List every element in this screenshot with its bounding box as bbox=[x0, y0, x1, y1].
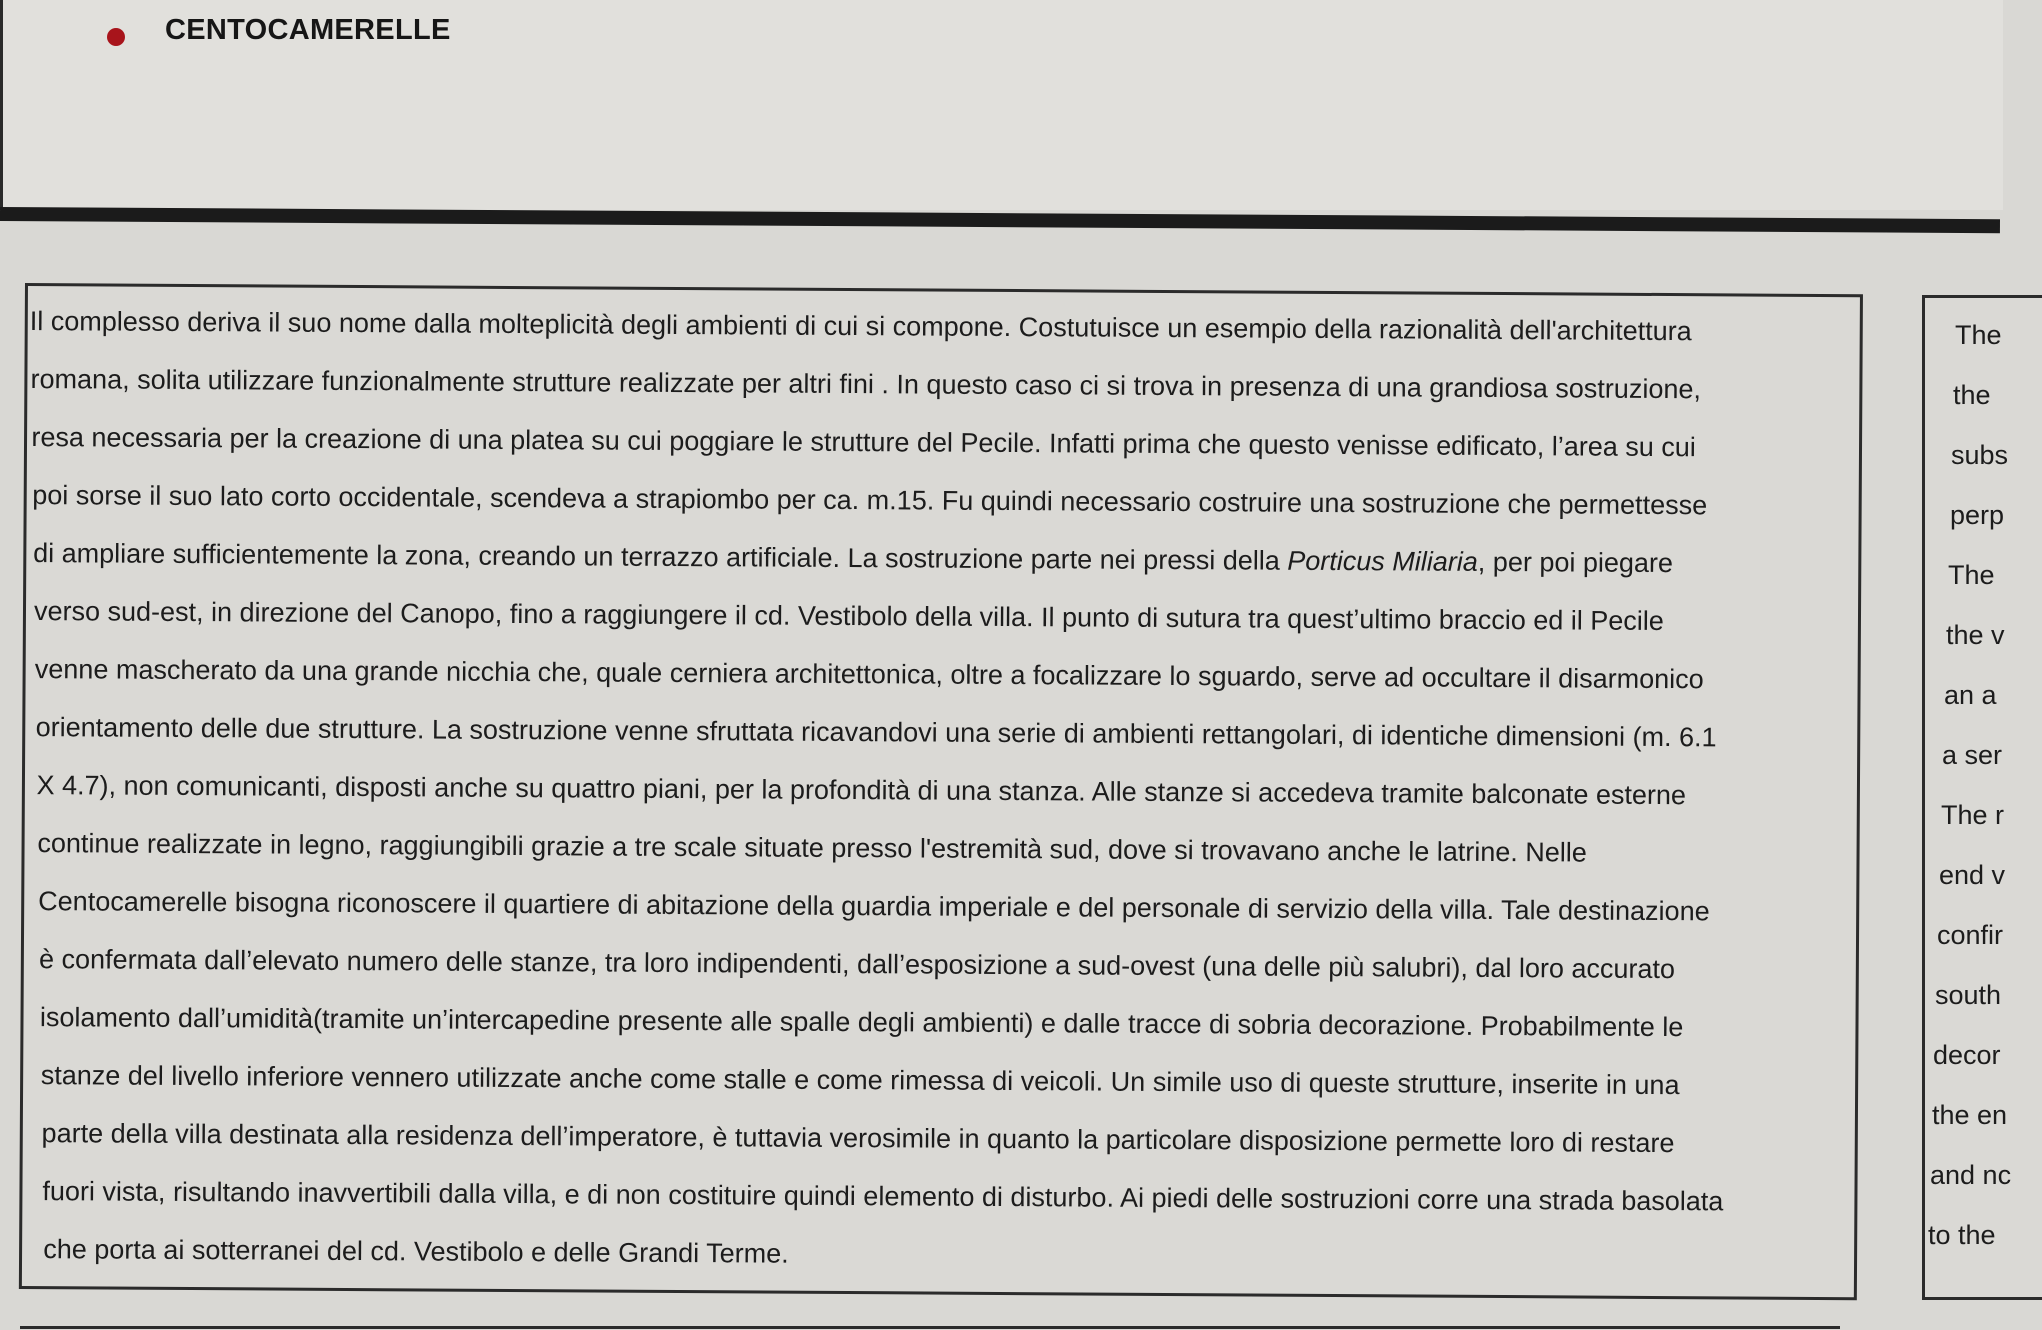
text-line: parte della villa destinata alla residenza dell’imperatore, è tuttavia verosimile in quanto la particolare disposizione permette loro di restare bbox=[41, 1118, 1675, 1159]
bottom-divider bbox=[20, 1326, 1840, 1329]
text-line: romana, solita utilizzare funzionalmente strutture realizzate per altri fini . In questo caso ci si trova in presenza di una grandiosa sostruzione, bbox=[30, 364, 1702, 405]
english-text-panel bbox=[1922, 295, 2042, 1300]
text-line: isolamento dall’umidità(tramite un’intercapedine presente alle spalle degli ambienti) e dalle tracce di sobria decorazione. Probabilmente le bbox=[39, 1002, 1684, 1043]
text-line: stanze del livello inferiore vennero utilizzate anche come stalle e come rimessa di veicoli. Un simile uso di queste strutture, inserite in una bbox=[40, 1060, 1680, 1101]
side-text-line: the v bbox=[1946, 620, 2005, 650]
side-text-line: the bbox=[1953, 380, 1991, 410]
italian-text-panel bbox=[19, 283, 1863, 1300]
side-text-line: The bbox=[1955, 320, 2002, 350]
page-title: CENTOCAMERELLE bbox=[165, 14, 451, 46]
side-text-line: an a bbox=[1944, 680, 1997, 710]
text-line: venne mascherato da una grande nicchia che, quale cerniera architettonica, oltre a focalizzare lo sguardo, serve ad occultare il disarmonico bbox=[34, 654, 1704, 695]
divider bbox=[0, 207, 2000, 233]
header-panel bbox=[0, 0, 2003, 210]
text-line: Il complesso deriva il suo nome dalla molteplicità degli ambienti di cui si compone. Costutuisce un esempio della razionalità dell'architettura bbox=[29, 306, 1692, 347]
side-text-line: The bbox=[1948, 560, 1995, 590]
italic-term: Porticus Miliaria bbox=[1287, 545, 1478, 577]
text-line: resa necessaria per la creazione di una platea su cui poggiare le strutture del Pecile. Infatti prima che questo venisse edificato, l’area su cui bbox=[31, 422, 1696, 463]
text-line: che porta ai sotterranei del cd. Vestibolo e delle Grandi Terme. bbox=[43, 1234, 789, 1269]
side-text-line: perp bbox=[1950, 500, 2005, 530]
red-bullet-icon bbox=[107, 28, 125, 46]
text-line: poi sorse il suo lato corto occidentale, scendeva a strapiombo per ca. m.15. Fu quindi necessario costruire una sostruzione che permettesse bbox=[32, 480, 1708, 521]
side-text-line: The r bbox=[1941, 800, 2005, 830]
side-text-line: to the bbox=[1928, 1220, 1996, 1250]
text-line: Centocamerelle bisogna riconoscere il quartiere di abitazione della guardia imperiale e del personale di servizio della villa. Tale destinazione bbox=[38, 886, 1710, 927]
side-text-line: confir bbox=[1937, 920, 2004, 950]
text-line: continue realizzate in legno, raggiungibili grazie a tre scale situate presso l'estremità sud, dove si trovavano anche le latrine. Nelle bbox=[37, 828, 1587, 868]
side-text-line: the en bbox=[1932, 1100, 2008, 1130]
side-text-line: south bbox=[1935, 980, 2002, 1010]
side-text-line: end v bbox=[1939, 860, 2006, 890]
text-line: di ampliare sufficientemente la zona, creando un terrazzo artificiale. La sostruzione parte nei pressi della Porticus Miliaria, per poi piegare bbox=[33, 538, 1674, 579]
side-text-line: a ser bbox=[1942, 740, 2003, 770]
side-text-line: decor bbox=[1933, 1040, 2001, 1070]
text-line: è confermata dall’elevato numero delle stanze, tra loro indipendenti, dall’esposizione a sud-ovest (una delle più salubri), dal loro accurato bbox=[38, 944, 1676, 985]
text-line: orientamento delle due strutture. La sostruzione venne sfruttata ricavandovi una serie di ambienti rettangolari, di identiche dimensioni (m. 6.1 bbox=[35, 712, 1717, 753]
text-line: fuori vista, risultando inavvertibili dalla villa, e di non costituire quindi elemento di disturbo. Ai piedi delle sostruzioni corre una strada basolata bbox=[42, 1176, 1724, 1217]
text-line: X 4.7), non comunicanti, disposti anche su quattro piani, per la profondità di una stanza. Alle stanze si accedeva tramite balconate esterne bbox=[36, 770, 1687, 811]
text-line: verso sud-est, in direzione del Canopo, fino a raggiungere il cd. Vestibolo della villa. Il punto di sutura tra quest’ultimo braccio ed il Pecile bbox=[33, 596, 1664, 637]
side-text-line: subs bbox=[1951, 440, 2009, 470]
main-paragraph bbox=[24, 292, 1830, 1289]
side-text-line: and nc bbox=[1930, 1160, 2012, 1190]
